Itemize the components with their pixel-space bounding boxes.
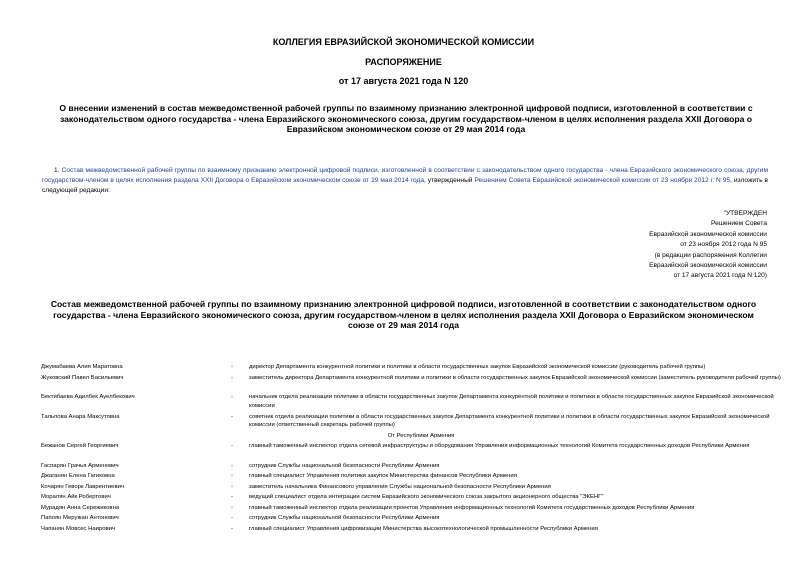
members-list (41, 363, 781, 535)
member-dash: - (231, 374, 233, 381)
member-row (41, 483, 781, 494)
member-position: советник отдела реализации политики в области государственных закупок Департамента конкурентной политики и политики в области государственных закупок Евразийской экономической комиссии (ответственный секретарь рабочей группы) (249, 413, 770, 428)
member-name: Бектибаева Адилбек Ауелбекович (41, 394, 135, 400)
document-type: РАСПОРЯЖЕНИЕ (365, 57, 442, 67)
member-name: Джаганян Елена Гагиковна (41, 473, 115, 479)
organization-title: КОЛЛЕГИЯ ЕВРАЗИЙСКОЙ ЭКОНОМИЧЕСКОЙ КОМИССИИ (272, 37, 535, 47)
approval-line: (в редакции распоряжения Коллегии (654, 251, 767, 259)
member-dash: - (231, 504, 233, 511)
member-dash: - (231, 462, 233, 469)
member-position: главный специалист Управления цифровизации Министерства высокотехнологической промышленности Республики Армения (249, 525, 598, 532)
member-position: начальник отдела реализации политики в области государственных закупок Департамента конкурентной политики и политики в области государственных закупок Евразийской экономической комиссии (249, 394, 774, 409)
member-row (41, 413, 781, 433)
document-date: от 17 августа 2021 года N 120 (338, 76, 469, 86)
council-decision-link[interactable]: Решением Совета Евразийской экономической комиссии от 23 ноября 2012 г. N 95 (474, 177, 731, 184)
member-position: заместитель начальника Финансового управления Службы национальной безопасности Республики Армения (249, 483, 551, 490)
member-position: ведущий специалист отдела интеграции систем Евразийского экономического союза закрытого акционерного общества "ЭКЕНГ" (249, 494, 604, 500)
member-dash: - (231, 525, 233, 532)
member-dash: - (231, 413, 233, 420)
member-dash: - (231, 473, 233, 479)
member-position: главный таможенный инспектор отдела сетевой инфраструктуры и оборудования Управления информационных технологий Комитета государственных доходов Республики Армения (249, 443, 750, 449)
member-row (41, 504, 781, 515)
paragraph-mid-text: , утвержденный (424, 177, 475, 184)
paragraph-number: 1. (54, 167, 62, 174)
member-dash: - (231, 483, 233, 490)
member-row (41, 525, 781, 536)
member-dash: - (231, 364, 233, 370)
approval-stamp (567, 209, 767, 282)
member-name: Гаспарян Грачья Арменович (41, 462, 119, 469)
member-name: Тальпова Анара Максутовна (41, 413, 120, 420)
member-dash: - (231, 494, 233, 500)
member-position: главный таможенный инспектор отдела реализации проектов Управления информационных технологий Комитета государственных доходов Республики Армения (249, 504, 695, 511)
member-row (41, 462, 781, 473)
member-name: Чапанян Мовсес Наирович (41, 525, 115, 532)
paragraph-1 (42, 166, 768, 196)
approval-line: от 23 ноября 2012 года N 95 (680, 241, 767, 249)
member-row (41, 363, 781, 374)
member-row (41, 442, 781, 462)
member-position: директор Департамента конкурентной политики и политики в области государственных закупок Евразийской экономической комиссии (руководитель рабочей группы) (249, 364, 706, 370)
member-row (41, 374, 781, 394)
member-position: главный специалист Управления политики закупок Министерства финансов Республики Армения (249, 473, 517, 479)
paragraph-tail-text: , изложить в следующей редакции: (42, 177, 768, 194)
member-dash: - (231, 443, 233, 449)
section-heading-armenia: От Республики Армения (387, 433, 455, 439)
member-dash: - (231, 515, 233, 521)
member-position: сотрудник Службы национальной безопасности Республики Армения (249, 515, 440, 521)
member-row (41, 493, 781, 504)
member-position: сотрудник Службы национальной безопасности Республики Армения (249, 462, 440, 469)
member-name: Джумабаева Алия Маратовна (41, 364, 123, 370)
member-row (41, 472, 781, 483)
member-name: Моралян Айк Робертович (41, 494, 111, 500)
member-name: Мурадян Анна Сережиковна (41, 504, 120, 511)
approval-line: Евразийской экономической комиссии (649, 230, 767, 238)
approval-line: от 17 августа 2021 года N 120) (673, 272, 767, 280)
member-row (41, 514, 781, 525)
member-name: Бежанов Сергей Георгиевич (41, 443, 119, 449)
member-name: Кочарян Геворк Лаврентиевич (41, 483, 124, 490)
member-row (41, 393, 781, 413)
member-name: Жуковский Павел Васильевич (41, 374, 124, 381)
member-name: Папоян Меружан Антонович (41, 515, 119, 521)
member-dash: - (231, 394, 233, 400)
document-subject: О внесении изменений в состав межведомственной рабочей группы по взаимному признанию электронной цифровой подписи, изготовленной в соответствии с законодательством одного государства - члена Евразийского экономического союза, другим государством-членом в целях исполнения раздела XXII Договора о Евразийском экономическом союзе от 29 мая 2014 года (59, 103, 753, 134)
approval-line: Евразийской экономической комиссии (649, 262, 767, 270)
composition-link[interactable]: Состав межведомственной рабочей группы по взаимному признанию электронной цифровой подписи, изготовленной в соответствии с законодательством одного государства - члена Евразийского экономического союза, другим государством-членом в целях исполнения раздела XXII Договора о Евразийском экономическом союзе от 29 мая 2014 года (42, 167, 768, 184)
composition-title: Состав межведомственной рабочей группы по взаимному признанию электронной цифровой подписи, изготовленной в соответствии с законодательством одного государства - члена Евразийского экономического союза, другим государством-членом в целях исполнения раздела XXII Договора о Евразийском экономическом союзе от 29 мая 2014 года (50, 299, 757, 330)
approval-line: Решением Совета (710, 220, 767, 228)
member-position: заместитель директора Департамента конкурентной политики и политики в области государственных закупок Евразийской экономической комиссии (заместитель руководителя рабочей группы) (249, 374, 781, 381)
approval-line: "УТВЕРЖДЕН (723, 210, 767, 217)
